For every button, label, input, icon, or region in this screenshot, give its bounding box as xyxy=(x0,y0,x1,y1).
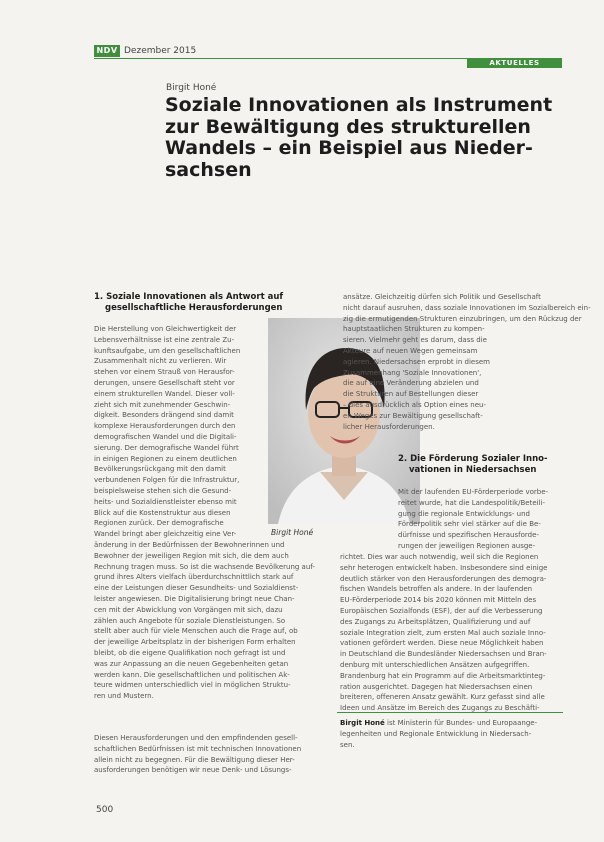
author-bio xyxy=(340,718,562,751)
text-line: zählen auch Angebote für soziale Dienstleistungen. So xyxy=(94,616,286,625)
section-2-heading xyxy=(398,454,562,476)
title-line: Soziale Innovationen als Instrument xyxy=(165,94,553,116)
title-line: Wandels – ein Beispiel aus Nieder- xyxy=(165,137,533,159)
article-title xyxy=(165,95,555,181)
text-line: sierung. Der demografische Wandel führt xyxy=(94,443,239,452)
text-line: stehen vor einem Strauß von Herausfor- xyxy=(94,368,235,377)
text-line: EU-Förderperiode 2014 bis 2020 können mit Mitteln des xyxy=(340,596,537,605)
text-line: Mit der laufenden EU-Förderperiode vorbe- xyxy=(398,488,549,496)
text-line: ren und Mustern. xyxy=(94,692,154,701)
right-column-body-top xyxy=(343,292,591,432)
section-1-body-bottom xyxy=(94,733,332,776)
text-line: sieren. Vielmehr geht es darum, dass die xyxy=(343,336,487,345)
text-line: ration ausgerichtet. Dagegen hat Niedersachsen einen xyxy=(340,682,533,691)
text-line: eine der Leistungen dieser Gesundheits- und Sozialdienst- xyxy=(94,584,299,593)
text-line: ansätze. Gleichzeitig dürfen sich Politik und Gesellschaft xyxy=(343,293,541,301)
section-2-body-wide xyxy=(340,552,562,714)
text-line: Förderpolitik sehr viel stärker auf die Be- xyxy=(398,520,541,529)
text-line: bleibt, ob die eigene Qualifikation noch gefragt ist und xyxy=(94,648,286,657)
text-line: derungen, unsere Gesellschaft steht vor xyxy=(94,378,235,387)
heading-line: vationen in Niedersachsen xyxy=(409,465,537,475)
issue-date: Dezember 2015 xyxy=(124,46,197,56)
text-line: einem strukturellen Wandel. Dieser voll- xyxy=(94,389,235,398)
text-line: denburg mit unterschiedlichen Ansätzen aufgegriffen. xyxy=(340,660,530,669)
text-line: verbundenen Folgen für die Infrastruktur, xyxy=(94,476,240,485)
bio-text: sen. xyxy=(340,741,355,749)
text-line: Rechnung tragen muss. So ist die wachsende Bevölkerung auf- xyxy=(94,562,315,571)
bio-text: ist Ministerin für Bundes- und Europaange- xyxy=(387,719,538,727)
text-line: Regionen zurück. Der demografische xyxy=(94,519,224,528)
text-line: Bewohner der jeweiligen Region mit sich, die dem auch xyxy=(94,551,289,560)
article-author: Birgit Honé xyxy=(166,83,217,93)
text-line: Brandenburg hat ein Programm auf die Arbeitsmarktinteg- xyxy=(340,671,546,680)
text-line: Europäischen Sozialfonds (ESF), der auf die Verbesserung xyxy=(340,606,543,615)
bio-rule xyxy=(337,712,563,713)
text-line: nicht darauf ausruhen, dass soziale Innovationen im Sozialbereich ein- xyxy=(343,303,591,312)
text-line: reitet wurde, hat die Landespolitik/Beteili- xyxy=(398,498,545,507)
bio-text: legenheiten und Regionale Entwicklung in Niedersach- xyxy=(340,730,532,738)
text-line: – dies ausdrücklich als Option eines neu- xyxy=(343,400,486,409)
heading-line: gesellschaftliche Herausforderungen xyxy=(105,303,283,313)
text-line: was zur Anpassung an die neuen Gegebenheiten getan xyxy=(94,659,289,668)
text-line: der jeweilige Arbeitsplatz in der bisherigen Form erhalten xyxy=(94,638,296,647)
text-line: agieren. Niedersachsen erprobt in diesem xyxy=(343,357,490,366)
text-line: zig die ermutigenden Strukturen einzubringen, um den Rückzug der xyxy=(343,314,582,323)
text-line: Lebensverhältnisse ist eine zentrale Zu- xyxy=(94,335,235,344)
text-line: schaftlichen Bedürfnissen ist mit technischen Innovationen xyxy=(94,744,302,753)
section-1-body-top xyxy=(94,324,262,540)
text-line: cen mit der Abwicklung von Vorgängen mit sich, dazu xyxy=(94,605,283,614)
title-line: sachsen xyxy=(165,158,252,181)
text-line: leister angewiesen. Die Digitalisierung bringt neue Chan- xyxy=(94,594,295,603)
text-line: vationen gefördert werden. Diese neue Möglichkeit haben xyxy=(340,639,544,648)
text-line: in einigen Regionen zu einem deutlichen xyxy=(94,454,237,463)
text-line: deutlich stärker von den Herausforderungen des demogra- xyxy=(340,574,547,583)
text-line: gung die regionale Entwicklungs- und xyxy=(398,509,530,518)
bio-name: Birgit Honé xyxy=(340,719,385,727)
section-1-body-wide xyxy=(94,540,332,702)
text-line: Zusammenhang 'Soziale Innovationen', xyxy=(343,368,482,377)
text-line: fischen Wandels betroffen als andere. In der laufenden xyxy=(340,585,533,594)
text-line: dürfnisse und spezifischen Herausforde- xyxy=(398,531,539,540)
section-2-body-narrow xyxy=(398,487,562,552)
text-line: beispielsweise stehen sich die Gesund- xyxy=(94,486,232,495)
text-line: breiteren, offeneren Ansatz gewählt. Kurz gefasst sind alle xyxy=(340,693,545,702)
heading-line: 2. Die Förderung Sozialer Inno- xyxy=(398,454,548,464)
text-line: teure widmen unterschiedlich viel in möglichen Struktu- xyxy=(94,681,291,690)
title-line: zur Bewältigung des strukturellen xyxy=(165,115,531,138)
text-line: die Strukturen auf Bestellungen dieser xyxy=(343,390,479,399)
text-line: richtet. Dies war auch notwendig, weil sich die Regionen xyxy=(340,553,539,561)
text-line: Die Herstellung von Gleichwertigkeit der xyxy=(94,325,237,333)
text-line: sehr heterogen entwickelt haben. Insbesondere sind einige xyxy=(340,563,548,572)
text-line: in Deutschland die Bundesländer Niedersachsen und Bran- xyxy=(340,650,547,659)
text-line: grund ihres Alters vielfach überdurchschnittlich stark auf xyxy=(94,573,294,582)
text-line: allein nicht zu begegnen. Für die Bewältigung dieser Her- xyxy=(94,755,295,764)
text-line: die auf eine Veränderung abzielen und xyxy=(343,379,479,388)
text-line: rungen der jeweiligen Regionen ausge- xyxy=(398,541,536,550)
text-line: soziale Integration zielt, zum ersten Mal auch soziale Inno- xyxy=(340,628,546,637)
text-line: Akteure auf neuen Wegen gemeinsam xyxy=(343,346,478,355)
text-line: Bevölkerungsrückgang mit den damit xyxy=(94,465,226,474)
text-line: werden kann. Die gesellschaftlichen und politischen Ak- xyxy=(94,670,290,679)
text-line: zieht sich mit zunehmender Geschwin- xyxy=(94,400,231,409)
text-line: demografischen Wandel und die Digitali- xyxy=(94,432,237,441)
section-label: AKTUELLES xyxy=(467,58,562,68)
text-line: en Weges zur Bewältigung gesellschaft- xyxy=(343,411,483,420)
magazine-tag: NDV xyxy=(94,45,120,57)
section-1-heading xyxy=(94,292,334,314)
text-line: Blick auf die Kostenstruktur aus diesen xyxy=(94,508,231,517)
text-line: hauptstaatlichen Strukturen zu kompen- xyxy=(343,325,485,334)
text-line: digkeit. Besonders drängend sind damit xyxy=(94,411,234,420)
text-line: stellt aber auch für viele Menschen auch die Frage auf, ob xyxy=(94,627,298,636)
text-line: Wandel bringt aber gleichzeitig eine Ver- xyxy=(94,530,237,539)
text-line: ausforderungen benötigen wir neue Denk- und Lösungs- xyxy=(94,766,292,775)
text-line: heits- und Sozialdienstleister ebenso mit xyxy=(94,497,237,506)
text-line: komplexe Herausforderungen durch den xyxy=(94,422,236,431)
photo-caption: Birgit Honé xyxy=(271,528,314,537)
text-line: Zusammenhalt nicht zu verlieren. Wir xyxy=(94,357,227,366)
text-line: Ideen und Ansätze im Bereich des Zugangs zu Beschäfti- xyxy=(340,704,540,713)
text-line: licher Herausforderungen. xyxy=(343,422,435,431)
page-number: 500 xyxy=(96,805,114,815)
text-line: des Zugangs zu Arbeitsplätzen, Qualifizierung und auf xyxy=(340,617,531,626)
text-line: Diesen Herausforderungen und den empfindenden gesell- xyxy=(94,734,298,742)
text-line: änderung in der Bedürfnissen der Bewohnerinnen und xyxy=(94,541,285,549)
text-line: kunftsaufgabe, um den gesellschaftlichen xyxy=(94,346,241,355)
heading-line: 1. Soziale Innovationen als Antwort auf xyxy=(94,292,284,302)
